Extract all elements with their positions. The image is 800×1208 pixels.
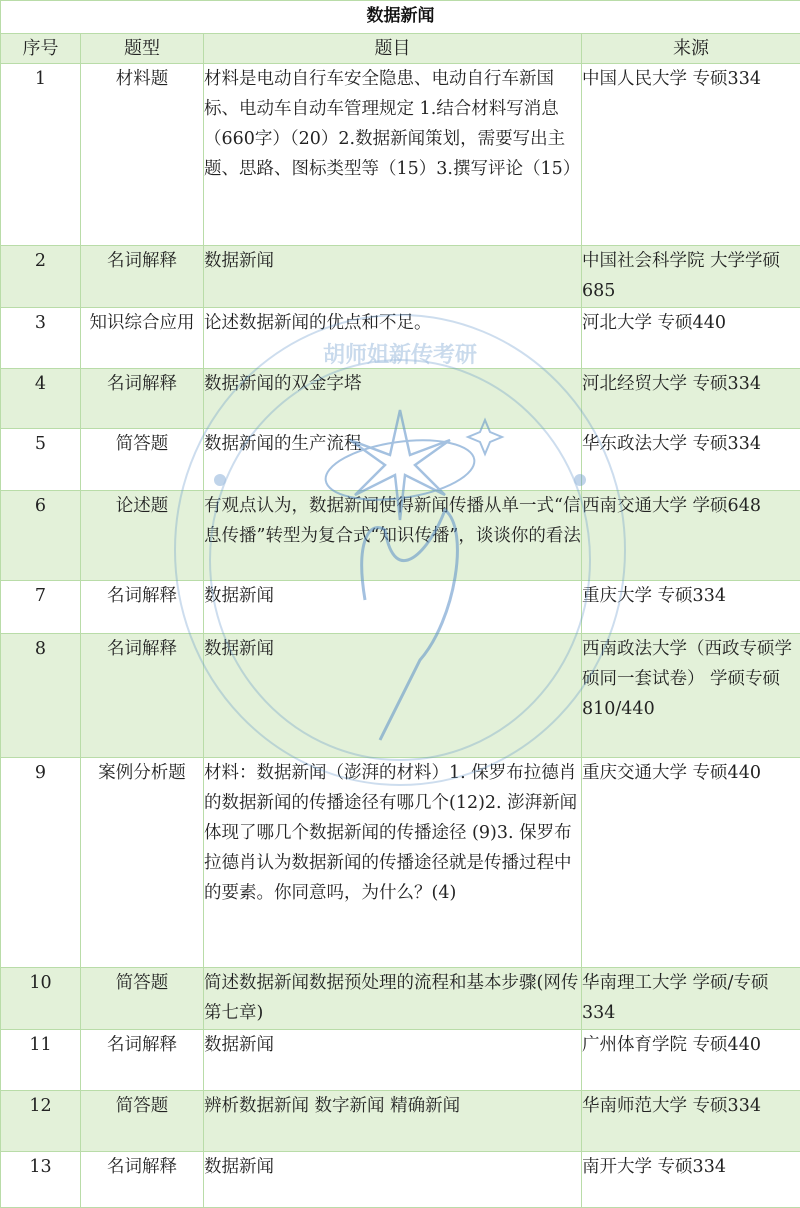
row-question: 数据新闻 [204,1030,582,1091]
watermark-top-text: 胡师姐新传考研 [323,342,477,368]
col-header-question: 题目 [204,34,582,64]
col-header-num: 序号 [1,34,81,64]
col-header-type: 题型 [81,34,204,64]
row-num: 8 [1,634,81,758]
row-type: 简答题 [81,429,204,491]
row-source: 南开大学 专硕334 [582,1152,800,1208]
row-type: 论述题 [81,491,204,581]
row-type: 名词解释 [81,581,204,634]
row-type: 简答题 [81,1091,204,1152]
table-row [1,308,800,369]
row-type: 知识综合应用 [81,308,204,369]
row-question: 数据新闻 [204,246,582,308]
table-row [1,429,800,491]
table-row [1,246,800,308]
table-title: 数据新闻 [1,1,800,34]
table-row [1,64,800,246]
row-num: 3 [1,308,81,369]
row-type: 材料题 [81,64,204,246]
table-row [1,1152,800,1208]
row-type: 名词解释 [81,1152,204,1208]
row-num: 4 [1,369,81,429]
row-num: 13 [1,1152,81,1208]
row-question: 论述数据新闻的优点和不足。 [204,308,582,369]
row-source: 重庆大学 专硕334 [582,581,800,634]
table-row [1,369,800,429]
row-source: 西南政法大学（西政专硕学硕同一套试卷） 学硕专硕810/440 [582,634,800,758]
table-row [1,1091,800,1152]
row-source: 河北经贸大学 专硕334 [582,369,800,429]
row-source: 河北大学 专硕440 [582,308,800,369]
row-type: 案例分析题 [81,758,204,968]
row-type: 简答题 [81,968,204,1030]
row-question: 简述数据新闻数据预处理的流程和基本步骤(网传第七章) [204,968,582,1030]
row-source: 华东政法大学 专硕334 [582,429,800,491]
row-question: 辨析数据新闻 数字新闻 精确新闻 [204,1091,582,1152]
table-row [1,581,800,634]
row-question: 材料：数据新闻（澎湃的材料）1. 保罗布拉德肖的数据新闻的传播途径有哪几个(12)2. 澎湃新闻体现了哪几个数据新闻的传播途径 (9)3. 保罗布拉德肖认为数据新闻的传播途径就是传播过程中的要素。你同意吗，为什么？(4) [204,758,582,968]
row-type: 名词解释 [81,369,204,429]
row-type: 名词解释 [81,1030,204,1091]
row-question: 数据新闻的生产流程 [204,429,582,491]
table-row [1,634,800,758]
table-title-row [1,1,800,34]
row-num: 2 [1,246,81,308]
row-question: 有观点认为，数据新闻使得新闻传播从单一式“信息传播”转型为复合式“知识传播”，谈谈你的看法 [204,491,582,581]
row-num: 5 [1,429,81,491]
row-num: 10 [1,968,81,1030]
col-header-source: 来源 [582,34,800,64]
row-source: 重庆交通大学 专硕440 [582,758,800,968]
row-num: 11 [1,1030,81,1091]
row-num: 7 [1,581,81,634]
row-source: 华南师范大学 专硕334 [582,1091,800,1152]
table-row [1,1030,800,1091]
row-source: 西南交通大学 学硕648 [582,491,800,581]
row-question: 数据新闻的双金字塔 [204,369,582,429]
row-source: 中国人民大学 专硕334 [582,64,800,246]
row-type: 名词解释 [81,634,204,758]
column-header-row [1,34,800,64]
row-type: 名词解释 [81,246,204,308]
table-row [1,491,800,581]
row-num: 1 [1,64,81,246]
row-num: 9 [1,758,81,968]
row-question: 材料是电动自行车安全隐患、电动自行车新国标、电动车自动车管理规定 1.结合材料写消息（660字）（20）2.数据新闻策划，需要写出主题、思路、图标类型等（15）3.撰写评论（15） [204,64,582,246]
table-row [1,968,800,1030]
table-row [1,758,800,968]
row-num: 12 [1,1091,81,1152]
row-source: 中国社会科学院 大学学硕685 [582,246,800,308]
row-question: 数据新闻 [204,634,582,758]
row-num: 6 [1,491,81,581]
row-source: 广州体育学院 专硕440 [582,1030,800,1091]
row-question: 数据新闻 [204,1152,582,1208]
row-question: 数据新闻 [204,581,582,634]
row-source: 华南理工大学 学硕/专硕334 [582,968,800,1030]
